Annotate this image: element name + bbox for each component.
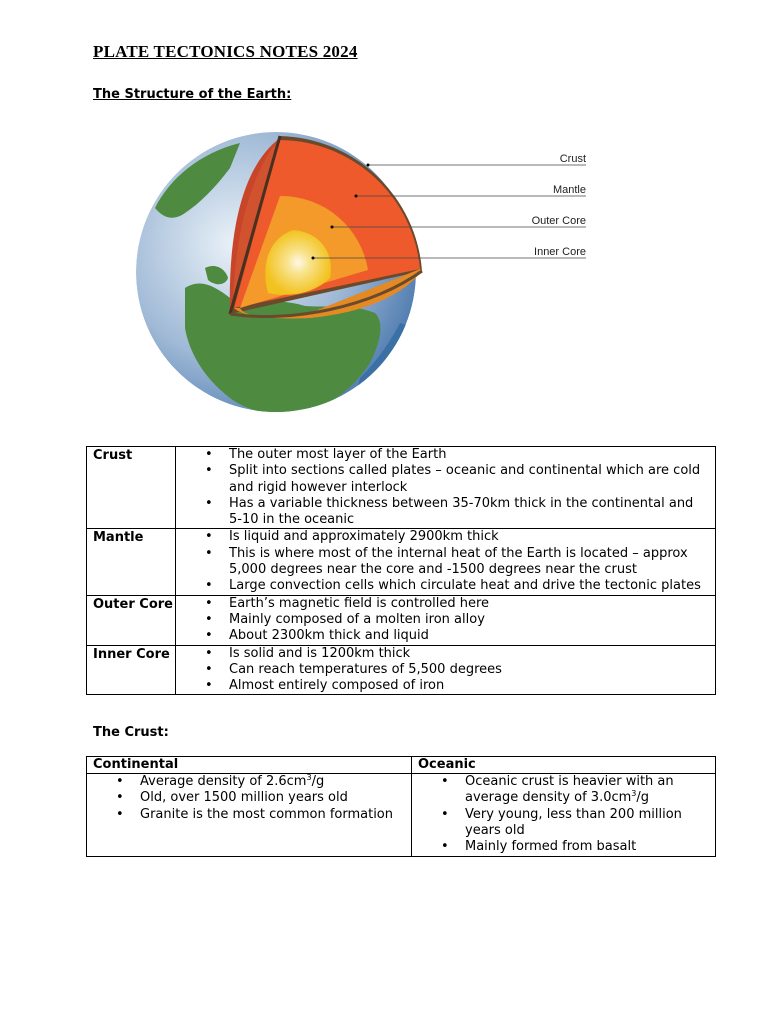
list-item: • The outer most layer of the Earth — [229, 447, 707, 463]
list-item: • Mainly formed from basalt — [465, 839, 695, 855]
label-inner-core: Inner Core — [534, 246, 586, 258]
list-item: • Split into sections called plates – oceanic and continental which are cold and rigid however interlock — [229, 463, 707, 496]
table-row — [87, 447, 716, 529]
list-item: • Earth’s magnetic field is controlled here — [229, 596, 707, 612]
table-header-row — [87, 757, 716, 774]
list-item: • Old, over 1500 million years old — [140, 790, 411, 806]
list-item: • Oceanic crust is heavier with an average density of $3.0cm^3/g$ — [465, 774, 695, 807]
label-outer-core: Outer Core — [531, 215, 586, 227]
layers-table — [86, 446, 716, 695]
structure-heading: The Structure of the Earth: — [93, 87, 292, 102]
table-row — [87, 645, 716, 695]
layer-name: Crust — [87, 447, 176, 529]
list-item: • Almost entirely composed of iron — [229, 678, 707, 694]
continental-header: Continental — [87, 757, 412, 774]
list-item: • Can reach temperatures of 5,500 degrees — [229, 662, 707, 678]
layer-name: Outer Core — [87, 595, 176, 645]
layer-name: Inner Core — [87, 645, 176, 695]
page-title: PLATE TECTONICS NOTES 2024 — [93, 42, 358, 61]
layer-name: Mantle — [87, 529, 176, 595]
list-item: • Mainly composed of a molten iron alloy — [229, 612, 707, 628]
crust-table — [86, 756, 716, 857]
list-item: • Granite is the most common formation — [140, 807, 411, 823]
list-item: • Is solid and is 1200km thick — [229, 646, 707, 662]
label-crust: Crust — [559, 153, 586, 165]
crust-heading: The Crust: — [93, 725, 169, 740]
list-item: • Has a variable thickness between 35-70km thick in the continental and 5-10 in the oceanic — [229, 496, 707, 529]
list-item: • Average density of $2.6cm^3/g$ — [140, 774, 411, 790]
label-mantle: Mantle — [552, 184, 586, 196]
list-item: • Very young, less than 200 million years old — [465, 807, 695, 840]
oceanic-header: Oceanic — [412, 757, 716, 774]
list-item: • Is liquid and approximately 2900km thick — [229, 529, 707, 545]
table-row — [87, 529, 716, 595]
list-item: • Large convection cells which circulate heat and drive the tectonic plates — [229, 578, 707, 594]
list-item: • About 2300km thick and liquid — [229, 628, 707, 644]
table-row — [87, 595, 716, 645]
earth-structure-diagram — [130, 128, 600, 418]
list-item: • This is where most of the internal heat of the Earth is located – approx 5,000 degrees near the core and -1500 degrees near the crust — [229, 546, 707, 579]
table-row — [87, 774, 716, 857]
